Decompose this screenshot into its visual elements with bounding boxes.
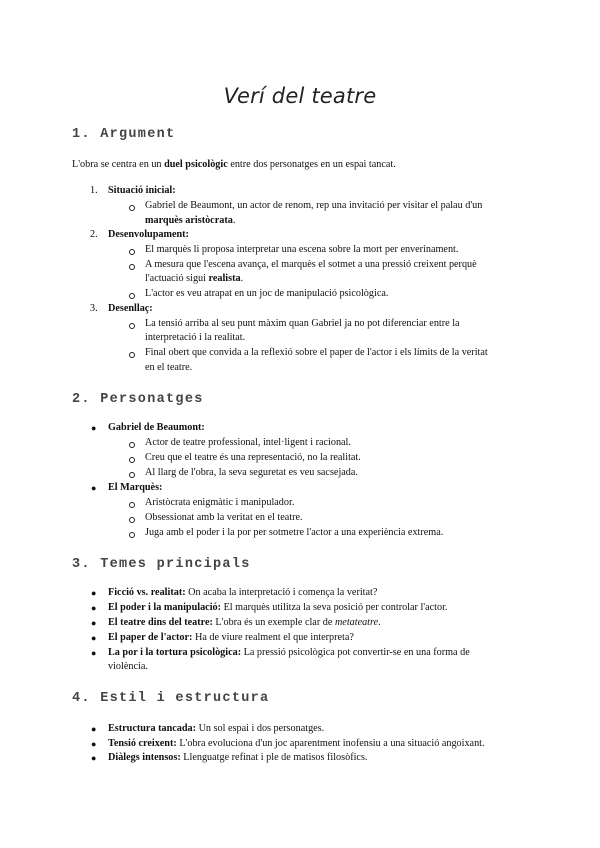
argument-intro: L'obra se centra en un duel psicològic entre dos personatges en un espai tancat. bbox=[72, 159, 396, 170]
list-item-label: Gabriel de Beaumont: bbox=[108, 422, 205, 433]
circle-bullet-icon bbox=[129, 517, 135, 523]
bullet-icon: ● bbox=[91, 423, 97, 433]
list-subitem-cont: interpretació i la realitat. bbox=[145, 332, 246, 343]
circle-bullet-icon bbox=[129, 323, 135, 329]
list-subitem: Gabriel de Beaumont, un actor de renom, rep una invitació per visitar el palau d'un bbox=[145, 200, 483, 211]
section-heading-temes: 3. Temes principals bbox=[72, 557, 251, 572]
list-subitem-cont: l'actuació sigui realista. bbox=[145, 273, 244, 284]
bullet-icon: ● bbox=[91, 739, 97, 749]
list-item: La por i la tortura psicològica: La pressió psicològica pot convertir-se en una forma de bbox=[108, 647, 470, 658]
list-subitem: Aristòcrata enigmàtic i manipulador. bbox=[145, 497, 295, 508]
list-subitem: Al llarg de l'obra, la seva seguretat es veu sacsejada. bbox=[145, 467, 358, 478]
circle-bullet-icon bbox=[129, 205, 135, 211]
circle-bullet-icon bbox=[129, 472, 135, 478]
list-subitem: Obsessionat amb la veritat en el teatre. bbox=[145, 512, 303, 523]
section-heading-personatges: 2. Personatges bbox=[72, 392, 204, 407]
list-item-label: El Marquès: bbox=[108, 482, 163, 493]
section-heading-argument: 1. Argument bbox=[72, 127, 176, 142]
list-subitem: A mesura que l'escena avança, el marquès el sotmet a una pressió creixent perquè bbox=[145, 259, 477, 270]
list-item: Tensió creixent: L'obra evoluciona d'un joc aparentment inofensiu a una situació angoixant. bbox=[108, 738, 485, 749]
circle-bullet-icon bbox=[129, 532, 135, 538]
list-item-cont: violència. bbox=[108, 661, 148, 672]
list-subitem: La tensió arriba al seu punt màxim quan Gabriel ja no pot diferenciar entre la bbox=[145, 318, 460, 329]
circle-bullet-icon bbox=[129, 352, 135, 358]
circle-bullet-icon bbox=[129, 457, 135, 463]
bullet-icon: ● bbox=[91, 603, 97, 613]
list-subitem-cont: marquès aristòcrata. bbox=[145, 215, 236, 226]
list-subitem: Juga amb el poder i la por per sotmetre l'actor a una experiència extrema. bbox=[145, 527, 444, 538]
circle-bullet-icon bbox=[129, 264, 135, 270]
list-item: Ficció vs. realitat: On acaba la interpretació i comença la veritat? bbox=[108, 587, 378, 598]
list-item-label: Situació inicial: bbox=[108, 185, 176, 196]
bullet-icon: ● bbox=[91, 753, 97, 763]
list-item: Estructura tancada: Un sol espai i dos personatges. bbox=[108, 723, 325, 734]
list-subitem-cont: en el teatre. bbox=[145, 362, 193, 373]
list-item-label: Desenvolupament: bbox=[108, 229, 189, 240]
list-subitem: El marquès li proposa interpretar una escena sobre la mort per enverinament. bbox=[145, 244, 459, 255]
bullet-icon: ● bbox=[91, 588, 97, 598]
document-title: Verí del teatre bbox=[223, 84, 377, 108]
list-item: El paper de l'actor: Ha de viure realment el que interpreta? bbox=[108, 632, 354, 643]
list-subitem: L'actor es veu atrapat en un joc de manipulació psicològica. bbox=[145, 288, 389, 299]
list-item-label: Desenllaç: bbox=[108, 303, 153, 314]
list-number: 3. bbox=[90, 303, 98, 314]
bullet-icon: ● bbox=[91, 648, 97, 658]
bullet-icon: ● bbox=[91, 618, 97, 628]
list-number: 2. bbox=[90, 229, 98, 240]
bullet-icon: ● bbox=[91, 633, 97, 643]
circle-bullet-icon bbox=[129, 293, 135, 299]
list-number: 1. bbox=[90, 185, 98, 196]
circle-bullet-icon bbox=[129, 442, 135, 448]
circle-bullet-icon bbox=[129, 502, 135, 508]
list-subitem: Final obert que convida a la reflexió sobre el paper de l'actor i els límits de la veritat bbox=[145, 347, 488, 358]
list-item: Diàlegs intensos: Llenguatge refinat i ple de matisos filosòfics. bbox=[108, 752, 368, 763]
list-item: El poder i la manipulació: El marquès utilitza la seva posició per controlar l'actor. bbox=[108, 602, 448, 613]
section-heading-estil: 4. Estil i estructura bbox=[72, 691, 270, 706]
circle-bullet-icon bbox=[129, 249, 135, 255]
list-item: El teatre dins del teatre: L'obra és un exemple clar de metateatre. bbox=[108, 617, 381, 628]
list-subitem: Creu que el teatre és una representació, no la realitat. bbox=[145, 452, 361, 463]
bullet-icon: ● bbox=[91, 724, 97, 734]
bullet-icon: ● bbox=[91, 483, 97, 493]
list-subitem: Actor de teatre professional, intel·ligent i racional. bbox=[145, 437, 351, 448]
